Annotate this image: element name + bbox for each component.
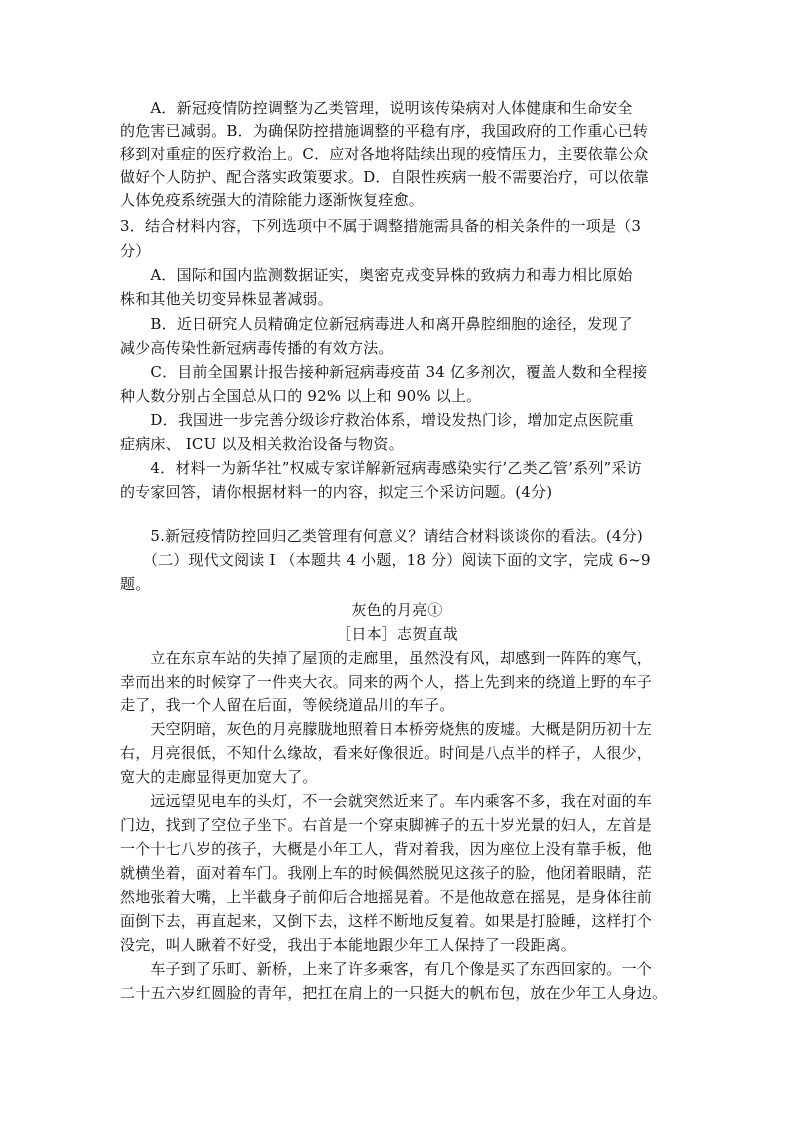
option-line: 的危害已减弱。B．为确保防控措施调整的平稳有序，我国政府的工作重心已转	[120, 122, 649, 140]
article-line: 幸而出来的时候穿了一件夹大衣。同来的两个人，搭上先到来的绕道上野的车子	[120, 673, 653, 691]
article-line: 天空阴暗，灰色的月亮朦胧地照着日本桥旁烧焦的废墟。大概是阴历初十左	[120, 720, 653, 738]
article-line: 宽大的走廊显得更加宽大了。	[120, 768, 318, 786]
article-line: 然地张着大嘴，上半截身子前仰后合地摇晃着。不是他故意在摇晃，是身体往前	[120, 888, 653, 906]
article-line: 就横坐着，面对着车门。我刚上车的时候偶然脱见这孩子的脸，他闭着眼睛，茫	[120, 864, 653, 882]
option-line: 人体免疫系统强大的清除能力逐渐恢复痊愈。	[120, 191, 425, 209]
article-line: 二十五六岁红圆脸的青年，把扛在肩上的一只挺大的帆布包，放在少年工人身边。	[120, 984, 668, 1002]
section-heading: （二）现代文阅读 I （本题共 4 小题，18 分）阅读下面的文字，完成 6~9	[120, 551, 651, 569]
question-4: 4．材料一为新华社”权威专家详解新冠病毒感染实行’乙类乙管’系列”采访	[120, 459, 642, 477]
article-line: 远远望见电车的头灯，不一会就突然近来了。车内乘客不多，我在对面的车	[120, 792, 653, 810]
article-line: 一个十七八岁的孩子，大概是小年工人，背对着我，因为座位上没有靠手板，他	[120, 840, 653, 858]
article-line: 走了，我一个人留在后面，等候绕道品川的车子。	[120, 696, 455, 714]
question-3-stem: 分）	[120, 242, 151, 260]
section-heading: 题。	[120, 575, 151, 593]
question-3-option: 症病床、 ICU 以及相关救治设备与物资。	[120, 435, 404, 453]
option-line: 做好个人防护、配合落实政策要求。D．自限性疾病一般不需要治疗，可以依靠	[120, 168, 650, 186]
option-line: A．新冠疫情防控调整为乙类管理，说明该传染病对人体健康和生命安全	[120, 99, 633, 117]
question-3-option: C．目前全国累计报告接种新冠病毒疫苗 34 亿多剂次，覆盖人数和全程接	[120, 363, 648, 381]
question-3-option: B．近日研究人员精确定位新冠病毒进人和离开鼻腔细胞的途径，发现了	[120, 315, 633, 333]
question-4: 的专家回答，请你根据材料一的内容，拟定三个采访问题。(4分)	[120, 483, 553, 501]
article-line: 右，月亮很低，不知什么缘故，看来好像很近。时间是八点半的样子，人很少，	[120, 744, 653, 762]
article-line: 门边，找到了空位子坐下。右首是一个穿束脚裤子的五十岁光景的妇人，左首是	[120, 816, 653, 834]
option-line: 移到对重症的医疗救治上。C．应对各地将陆续出现的疫情压力，主要依靠公众	[120, 145, 649, 163]
question-5: 5.新冠疫情防控回归乙类管理有何意义？请结合材料谈谈你的看法。(4分)	[120, 527, 643, 545]
question-3-option: A．国际和国内监测数据证实，奥密克戎变异株的致病力和毒力相比原始	[120, 266, 633, 284]
question-3-option: D．我国进一步完善分级诊疗救治体系，增设发热门诊，增加定点医院重	[120, 411, 634, 429]
article-line: 没完，叫人瞅着不好受，我出于本能地跟少年工人保持了一段距离。	[120, 936, 577, 954]
question-3-option: 株和其他关切变异株显著减弱。	[120, 290, 333, 308]
question-3-stem: 3．结合材料内容，下列选项中不属于调整措施需具备的相关条件的一项是（3	[120, 217, 642, 235]
article-line: 面倒下去，再直起来，又倒下去，这样不断地反复着。如果是打脸睡，这样打个	[120, 912, 653, 930]
article-title: 灰色的月亮①	[351, 601, 443, 619]
article-line: 车子到了乐町、新桥，上来了许多乘客，有几个像是买了东西回家的。一个	[120, 960, 653, 978]
article-line: 立在东京车站的失掉了屋顶的走廊里，虽然没有风，却感到一阵阵的寒气，	[120, 649, 653, 667]
question-3-option: 种人数分别占全国总从口的 92% 以上和 90% 以上。	[120, 387, 482, 405]
question-3-option: 减少高传染性新冠病毒传播的有效方法。	[120, 339, 394, 357]
article-author: ［日本］志贺直哉	[336, 625, 458, 643]
